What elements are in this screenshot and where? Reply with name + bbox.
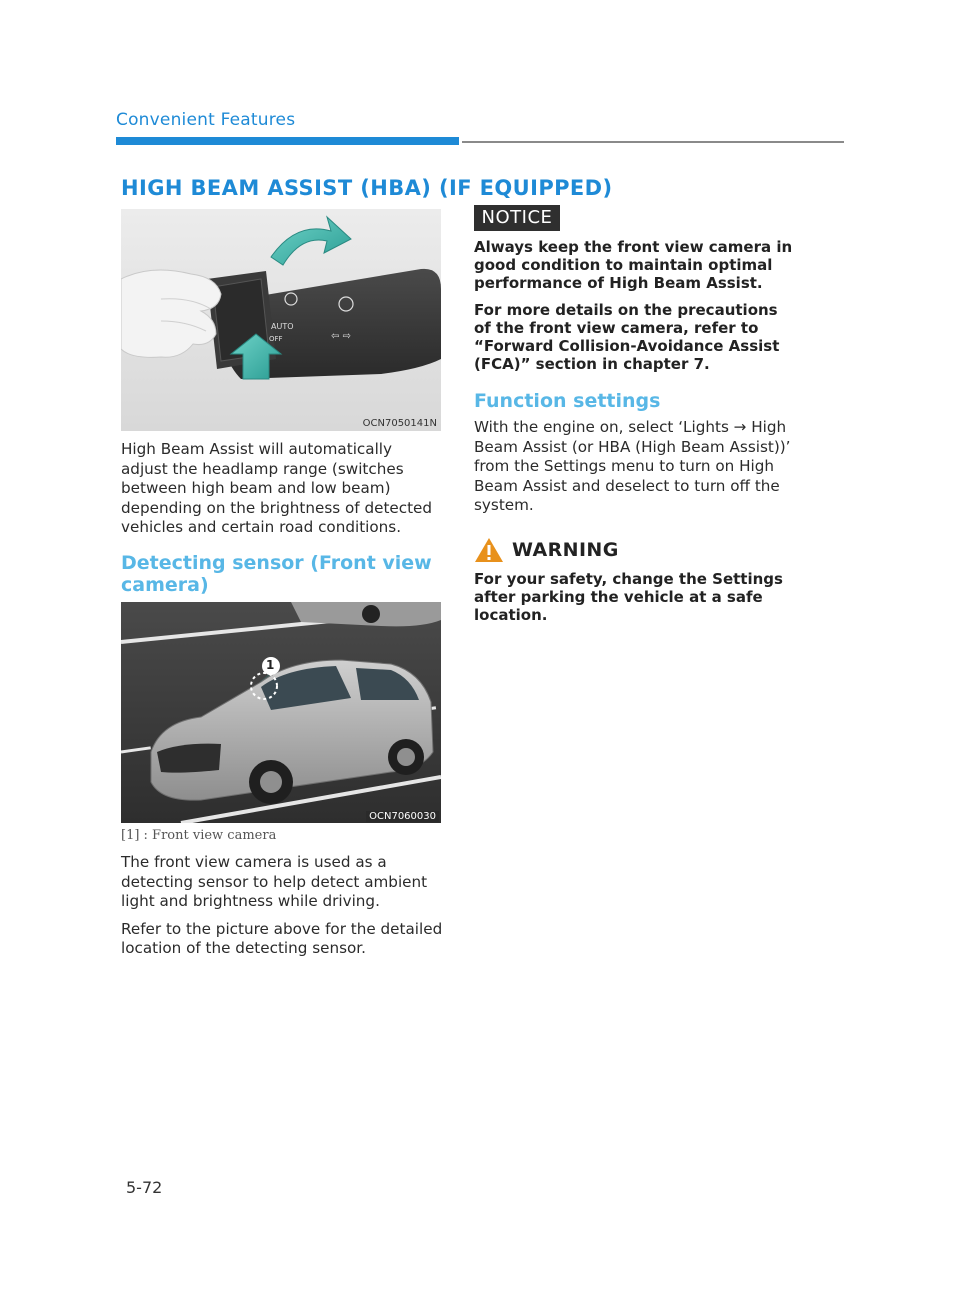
sensor-text-2: Refer to the picture above for the detailed location of the detecting sensor. bbox=[121, 919, 443, 958]
header-accent-bar bbox=[116, 137, 459, 145]
subheading-function-settings: Function settings bbox=[474, 390, 661, 412]
notice-label: NOTICE bbox=[474, 205, 560, 231]
figure-code: OCN7060030 bbox=[366, 811, 439, 822]
svg-text:AUTO: AUTO bbox=[271, 322, 294, 331]
warning-heading bbox=[474, 536, 619, 564]
header-rule bbox=[462, 141, 844, 143]
warning-triangle-icon bbox=[474, 537, 504, 563]
page-number: 5-72 bbox=[126, 1178, 163, 1197]
figure-code: OCN7050141N bbox=[362, 418, 437, 429]
callout-number: 1 bbox=[266, 658, 275, 672]
sensor-description bbox=[121, 853, 443, 967]
figure-caption: [1] : Front view camera bbox=[121, 828, 277, 843]
subheading-detecting-sensor: Detecting sensor (Front view camera) bbox=[121, 552, 432, 596]
settings-paragraph bbox=[474, 418, 799, 524]
svg-text:⇦ ⇨: ⇦ ⇨ bbox=[331, 331, 351, 342]
sensor-text-1: The front view camera is used as a detecting sensor to help detect ambient light and brightness while driving. bbox=[121, 853, 428, 911]
notice-text-1: Always keep the front view camera in good condition to maintain optimal performance of High Beam Assist. bbox=[474, 238, 793, 293]
warning-body bbox=[474, 570, 794, 633]
warning-text: For your safety, change the Settings after parking the vehicle at a safe location. bbox=[474, 570, 783, 625]
car-illustration bbox=[121, 602, 441, 823]
intro-text: High Beam Assist will automatically adjust the headlamp range (switches between high beam and low beam) depending on the brightness of detected vehicles and certain road conditions. bbox=[121, 440, 433, 537]
intro-paragraph bbox=[121, 440, 443, 546]
svg-text:OFF: OFF bbox=[269, 335, 283, 343]
section-header: Convenient Features bbox=[116, 110, 296, 130]
notice-text-2: For more details on the precautions of the front view camera, refer to “Forward Collision-Avoidance Assist (FCA)” section in chapter 7. bbox=[474, 300, 780, 374]
figure-car-camera bbox=[121, 602, 441, 823]
settings-text: With the engine on, select ‘Lights → High Beam Assist (or HBA (High Beam Assist))’ from the Settings menu to turn on High Beam Assist and deselect to turn off the system. bbox=[474, 418, 791, 515]
warning-label: WARNING bbox=[512, 539, 619, 561]
lever-illustration bbox=[121, 209, 441, 431]
notice-body bbox=[474, 238, 794, 381]
figure-lever-switch bbox=[121, 209, 441, 431]
page-title: HIGH BEAM ASSIST (HBA) (IF EQUIPPED) bbox=[121, 176, 613, 200]
